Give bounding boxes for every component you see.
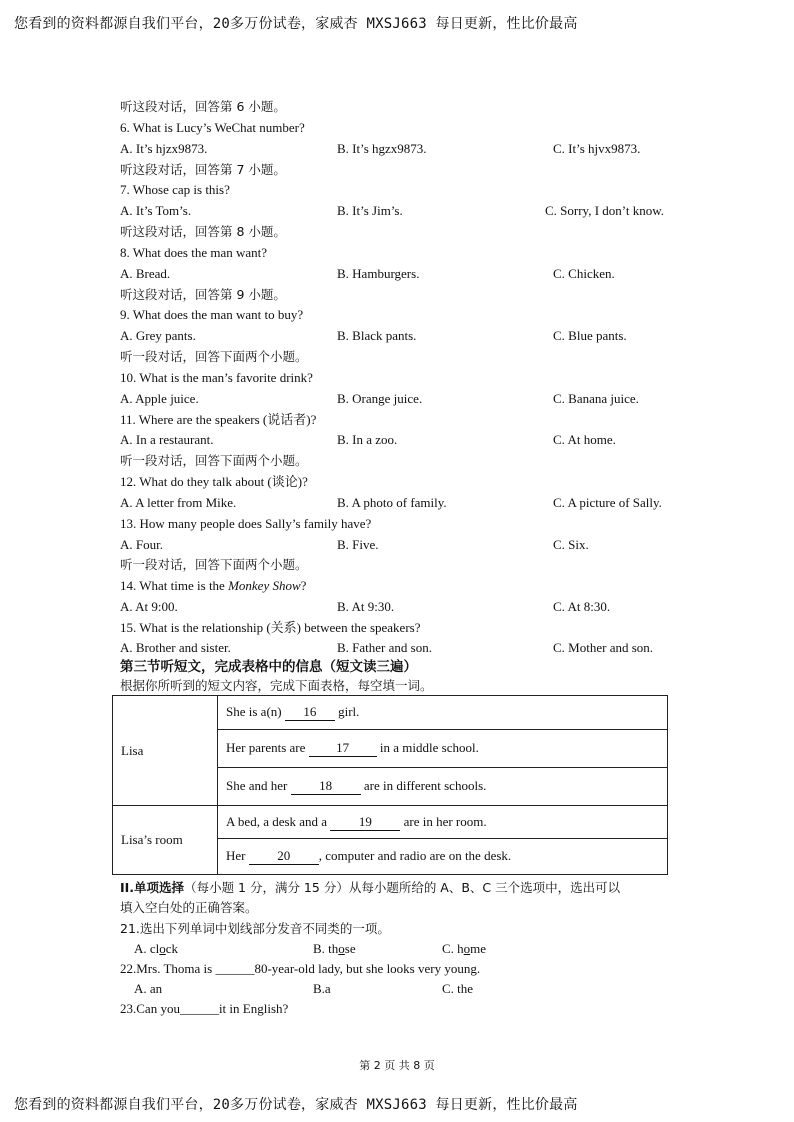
q21-stem: 21.选出下列单词中划线部分发音不同类的一项。 bbox=[120, 921, 390, 936]
cell-text: Her parents are bbox=[226, 740, 309, 755]
table-head-lisas-room: Lisa’s room bbox=[113, 806, 218, 875]
option-text: C. h bbox=[442, 941, 464, 956]
q22-stem: 22.Mrs. Thoma is ______80-year-old lady, but she looks very young. bbox=[120, 961, 481, 976]
part2-heading bbox=[120, 880, 620, 896]
section3-instruction: 根据你所听到的短文内容，完成下面表格，每空填一词。 bbox=[120, 678, 433, 693]
q8-option-a: A. Bread. bbox=[120, 266, 171, 281]
blank-20[interactable]: 20 bbox=[249, 848, 319, 865]
q11-option-b: B. In a zoo. bbox=[337, 432, 398, 447]
q14-show-name: Monkey Show bbox=[228, 578, 301, 593]
underlined-letter: o bbox=[463, 941, 471, 956]
q15-option-b: B. Father and son. bbox=[337, 640, 432, 655]
cell-text: are in her room. bbox=[400, 813, 487, 829]
q8-stem: 8. What does the man want? bbox=[120, 245, 268, 260]
watermark-banner-bottom: 您看到的资料都源自我们平台，20多万份试卷，家威杏 MXSJ663 每日更新，性比价最高 bbox=[14, 1097, 578, 1113]
q13-option-c: C. Six. bbox=[553, 537, 589, 552]
q14-stem bbox=[120, 578, 306, 594]
q23-stem: 23.Can you______it in English? bbox=[120, 1001, 289, 1016]
q6-option-b: B. It’s hgzx9873. bbox=[337, 141, 427, 156]
table-cell-17 bbox=[218, 730, 668, 768]
cell-text: in a middle school. bbox=[376, 740, 479, 755]
q14-stem-text: 14. What time is the bbox=[120, 578, 229, 593]
part2-heading-line2: 填入空白处的正确答案。 bbox=[120, 900, 258, 915]
table-head-lisa: Lisa bbox=[113, 696, 218, 806]
q11-stem: 11. Where are the speakers (说话者)? bbox=[120, 412, 317, 427]
q9-option-a: A. Grey pants. bbox=[120, 328, 196, 343]
q15-option-a: A. Brother and sister. bbox=[120, 640, 231, 655]
q6-option-c: C. It’s hjvx9873. bbox=[553, 141, 641, 156]
watermark-banner-top: 您看到的资料都源自我们平台，20多万份试卷，家威杏 MXSJ663 每日更新，性比价最高 bbox=[14, 16, 578, 32]
q7-option-a: A. It’s Tom’s. bbox=[120, 203, 192, 218]
option-text: B. th bbox=[313, 941, 339, 956]
option-text: A. cl bbox=[134, 941, 160, 956]
q14-intro: 听一段对话，回答下面两个小题。 bbox=[120, 557, 308, 572]
q7-stem: 7. Whose cap is this? bbox=[120, 182, 230, 197]
q8-option-b: B. Hamburgers. bbox=[337, 266, 420, 281]
q21-option-c bbox=[442, 941, 486, 957]
cell-text: She is a(n) bbox=[226, 704, 285, 719]
q9-option-c: C. Blue pants. bbox=[553, 328, 627, 343]
section3-title: 第三节听短文，完成表格中的信息（短文读三遍） bbox=[120, 659, 417, 675]
option-text: ck bbox=[165, 941, 179, 956]
q8-intro: 听这段对话，回答第 8 小题。 bbox=[120, 224, 286, 239]
q6-option-a: A. It’s hjzx9873. bbox=[120, 141, 208, 156]
q13-stem: 13. How many people does Sally’s family have? bbox=[120, 516, 372, 531]
q12-stem: 12. What do they talk about (谈论)? bbox=[120, 474, 308, 489]
q15-option-c: C. Mother and son. bbox=[553, 640, 654, 655]
fill-in-table bbox=[112, 695, 668, 875]
cell-text: She and her bbox=[226, 778, 291, 793]
q12-option-a: A. A letter from Mike. bbox=[120, 495, 237, 510]
q10-stem: 10. What is the man’s favorite drink? bbox=[120, 370, 313, 385]
blank-18[interactable]: 18 bbox=[291, 778, 361, 795]
q12-option-c: C. A picture of Sally. bbox=[553, 495, 662, 510]
q7-option-b: B. It’s Jim’s. bbox=[337, 203, 403, 218]
option-text: se bbox=[344, 941, 356, 956]
q7-intro: 听这段对话，回答第 7 小题。 bbox=[120, 162, 286, 177]
q9-option-b: B. Black pants. bbox=[337, 328, 417, 343]
blank-16[interactable]: 16 bbox=[285, 704, 335, 721]
q9-intro: 听这段对话，回答第 9 小题。 bbox=[120, 287, 286, 302]
q11-option-a: A. In a restaurant. bbox=[120, 432, 214, 447]
q7-option-c: C. Sorry, I don’t know. bbox=[545, 203, 665, 218]
q8-option-c: C. Chicken. bbox=[553, 266, 615, 281]
q12-option-b: B. A photo of family. bbox=[337, 495, 447, 510]
q14-option-c: C. At 8:30. bbox=[553, 599, 611, 614]
part2-heading-rest: （每小题 1 分，满分 15 分）从每小题所给的 A、B、C 三个选项中，选出可以 bbox=[184, 880, 621, 895]
q21-option-a bbox=[134, 941, 178, 957]
blank-19[interactable]: 19 bbox=[330, 814, 400, 831]
q13-option-a: A. Four. bbox=[120, 537, 163, 552]
cell-text: are in different schools. bbox=[360, 778, 487, 793]
q11-option-c: C. At home. bbox=[553, 432, 616, 447]
q12-intro: 听一段对话，回答下面两个小题。 bbox=[120, 453, 308, 468]
table-cell-19 bbox=[218, 806, 668, 839]
table-cell-18 bbox=[218, 768, 668, 806]
q9-stem: 9. What does the man want to buy? bbox=[120, 307, 304, 322]
cell-text: , computer and radio are on the desk. bbox=[318, 848, 512, 863]
q14-option-a: A. At 9:00. bbox=[120, 599, 178, 614]
underlined-letter: o bbox=[159, 941, 166, 956]
q10-option-a: A. Apple juice. bbox=[120, 391, 199, 406]
cell-text: girl. bbox=[334, 704, 360, 719]
underlined-letter: o bbox=[338, 941, 345, 956]
q22-option-b: B.a bbox=[313, 981, 331, 996]
table-cell-20 bbox=[218, 839, 668, 875]
q13-option-b: B. Five. bbox=[337, 537, 379, 552]
option-text: me bbox=[470, 941, 487, 956]
q10-option-c: C. Banana juice. bbox=[553, 391, 639, 406]
table-cell-16 bbox=[218, 696, 668, 730]
cell-text: A bed, a desk and a bbox=[226, 813, 331, 829]
q15-stem: 15. What is the relationship (关系) between the speakers? bbox=[120, 620, 421, 635]
q14-option-b: B. At 9:30. bbox=[337, 599, 395, 614]
q6-stem: 6. What is Lucy’s WeChat number? bbox=[120, 120, 305, 135]
q10-intro: 听一段对话，回答下面两个小题。 bbox=[120, 349, 308, 364]
q22-option-a: A. an bbox=[134, 981, 163, 996]
q14-stem-end: ? bbox=[300, 578, 307, 593]
q6-intro: 听这段对话，回答第 6 小题。 bbox=[120, 99, 286, 114]
table-row bbox=[113, 806, 668, 839]
q22-option-c: C. the bbox=[442, 981, 474, 996]
cell-text: Her bbox=[226, 848, 249, 863]
table-row bbox=[113, 696, 668, 730]
page-number-footer: 第 2 页 共 8 页 bbox=[359, 1059, 435, 1072]
q10-option-b: B. Orange juice. bbox=[337, 391, 423, 406]
q21-option-b bbox=[313, 941, 356, 957]
part2-heading-bold: II.单项选择 bbox=[120, 880, 185, 895]
blank-17[interactable]: 17 bbox=[309, 740, 377, 757]
